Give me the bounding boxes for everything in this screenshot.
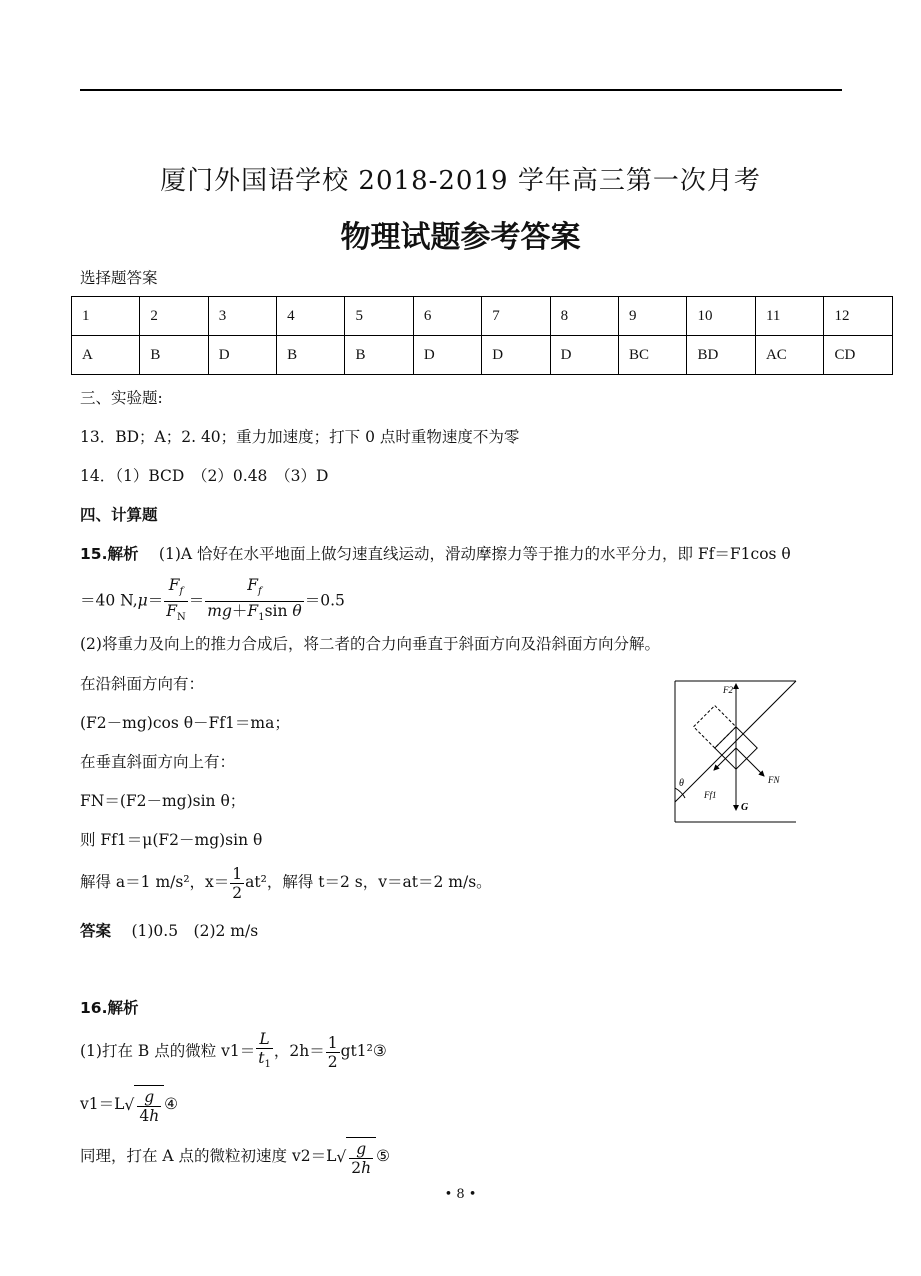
table-cell: B xyxy=(345,336,413,375)
section3-heading: 三、实验题: xyxy=(80,389,163,407)
q16-l1-c: gt1²③ xyxy=(340,1042,387,1061)
q15-line1 xyxy=(80,544,791,564)
q16-l1-a: (1)打在 B 点的微粒 v1＝ xyxy=(80,1042,256,1061)
table-row-answers xyxy=(72,336,893,375)
q16-l3-a: 同理，打在 A 点的微粒初速度 v2＝L xyxy=(80,1147,337,1165)
table-cell: 8 xyxy=(550,297,618,336)
table-cell: A xyxy=(72,336,140,375)
table-cell: 2 xyxy=(140,297,208,336)
q15-line3: (2)将重力及向上的推力合成后，将二者的合力向垂直于斜面方向及沿斜面方向分解。 xyxy=(80,635,660,653)
q16-line2 xyxy=(80,1085,178,1125)
q16-line3 xyxy=(80,1137,390,1177)
label-g: G xyxy=(741,802,749,813)
sqrt-g-over-4h: √ $\frac{g}{4h}$ xyxy=(124,1085,164,1125)
section4-heading: 四、计算题 xyxy=(80,506,158,524)
q14-answer: 14．（1）BCD （2）0.48 （3）D xyxy=(80,467,329,485)
page-number: • 8 • xyxy=(444,1187,477,1202)
label-theta: θ xyxy=(679,778,684,789)
table-cell: 10 xyxy=(687,297,756,336)
q15-line7: FN＝(F2－mg)sin θ； xyxy=(80,792,246,810)
force-diagram xyxy=(674,680,798,823)
label-fn: FN xyxy=(768,775,780,785)
table-cell: 7 xyxy=(482,297,550,336)
table-cell: 12 xyxy=(824,297,893,336)
table-cell: 9 xyxy=(618,297,686,336)
table-cell: 11 xyxy=(755,297,824,336)
q13-answer: 13．BD；A；2. 40；重力加速度；打下 0 点时重物速度不为零 xyxy=(80,428,520,446)
q15-line2: ＝40 N,μ＝ $\frac{F_f}{F_N}$ ＝ $\frac{F_f}{mg+F_1\sin \theta}$ ＝0.5 xyxy=(80,576,345,627)
q16-label: 16.解析 xyxy=(80,999,139,1017)
table-cell: 3 xyxy=(208,297,276,336)
choice-answer-table xyxy=(71,296,893,375)
fraction-one-half: $\frac{1}{2}$ xyxy=(232,864,243,902)
q16-l1-b: ，2h＝ xyxy=(273,1042,325,1061)
label-f2: F2 xyxy=(723,685,733,695)
choice-heading: 选择题答案 xyxy=(80,269,158,287)
table-cell: D xyxy=(413,336,481,375)
table-cell: D xyxy=(208,336,276,375)
q15-label: 15.解析 xyxy=(80,545,139,563)
sqrt-g-over-2h: √ $\frac{g}{2h}$ xyxy=(336,1137,376,1177)
top-rule xyxy=(80,89,842,91)
table-cell: B xyxy=(277,336,345,375)
table-cell: BC xyxy=(618,336,686,375)
q15-line5: (F2－mg)cos θ－Ff1＝ma； xyxy=(80,714,290,732)
q15-answer xyxy=(80,921,258,941)
q15-line6: 在垂直斜面方向上有： xyxy=(80,753,236,771)
q16-l2-b: ④ xyxy=(164,1095,179,1113)
q15-text1: (1)A 恰好在水平地面上做匀速直线运动，滑动摩擦力等于推力的水平分力，即 Ff＝F1cos θ xyxy=(158,545,791,563)
table-cell: 5 xyxy=(345,297,413,336)
q16-l2-a: v1＝L xyxy=(80,1095,125,1113)
table-cell: 6 xyxy=(413,297,481,336)
table-row-numbers xyxy=(72,297,893,336)
q15-l9-b: at²，解得 t＝2 s，v＝at＝2 m/s。 xyxy=(245,873,492,891)
arrow-fn xyxy=(736,748,764,776)
table-cell: BD xyxy=(687,336,756,375)
fraction-one-half-2: $\frac{1}{2}$ xyxy=(327,1033,338,1071)
q16-l3-b: ⑤ xyxy=(376,1147,391,1165)
page-title: 物理试题参考答案 xyxy=(340,220,581,255)
fraction-ff-fn: $\frac{F_f}{F_N}$ xyxy=(166,576,186,624)
q15-line9 xyxy=(80,863,492,902)
fraction-ff-over-mg: $\frac{F_f}{mg+F_1\sin \theta}$ xyxy=(207,576,302,624)
fraction-l-over-t1: $\frac{L}{t_1}$ xyxy=(258,1030,271,1071)
school-line: 厦门外国语学校 2018-2019 学年高三第一次月考 xyxy=(160,166,761,196)
q15-l2-suffix: ＝0.5 xyxy=(304,591,345,610)
answer-text: (1)0.5 (2)2 m/s xyxy=(131,922,259,940)
table-cell: D xyxy=(550,336,618,375)
q15-l9-a: 解得 a＝1 m/s²，x＝ xyxy=(80,873,230,891)
table-cell: CD xyxy=(824,336,893,375)
q15-line8: 则 Ff1＝μ(F2－mg)sin θ xyxy=(80,831,263,849)
table-cell: B xyxy=(140,336,208,375)
table-cell: D xyxy=(482,336,550,375)
table-cell: 1 xyxy=(72,297,140,336)
table-cell: 4 xyxy=(277,297,345,336)
table-cell: AC xyxy=(755,336,824,375)
q15-line4: 在沿斜面方向有： xyxy=(80,675,205,693)
q15-l2-prefix: ＝40 N, xyxy=(80,591,138,610)
q16-line1 xyxy=(80,1030,387,1074)
label-ff1: Ff1 xyxy=(704,790,717,800)
answer-label: 答案 xyxy=(80,922,112,940)
